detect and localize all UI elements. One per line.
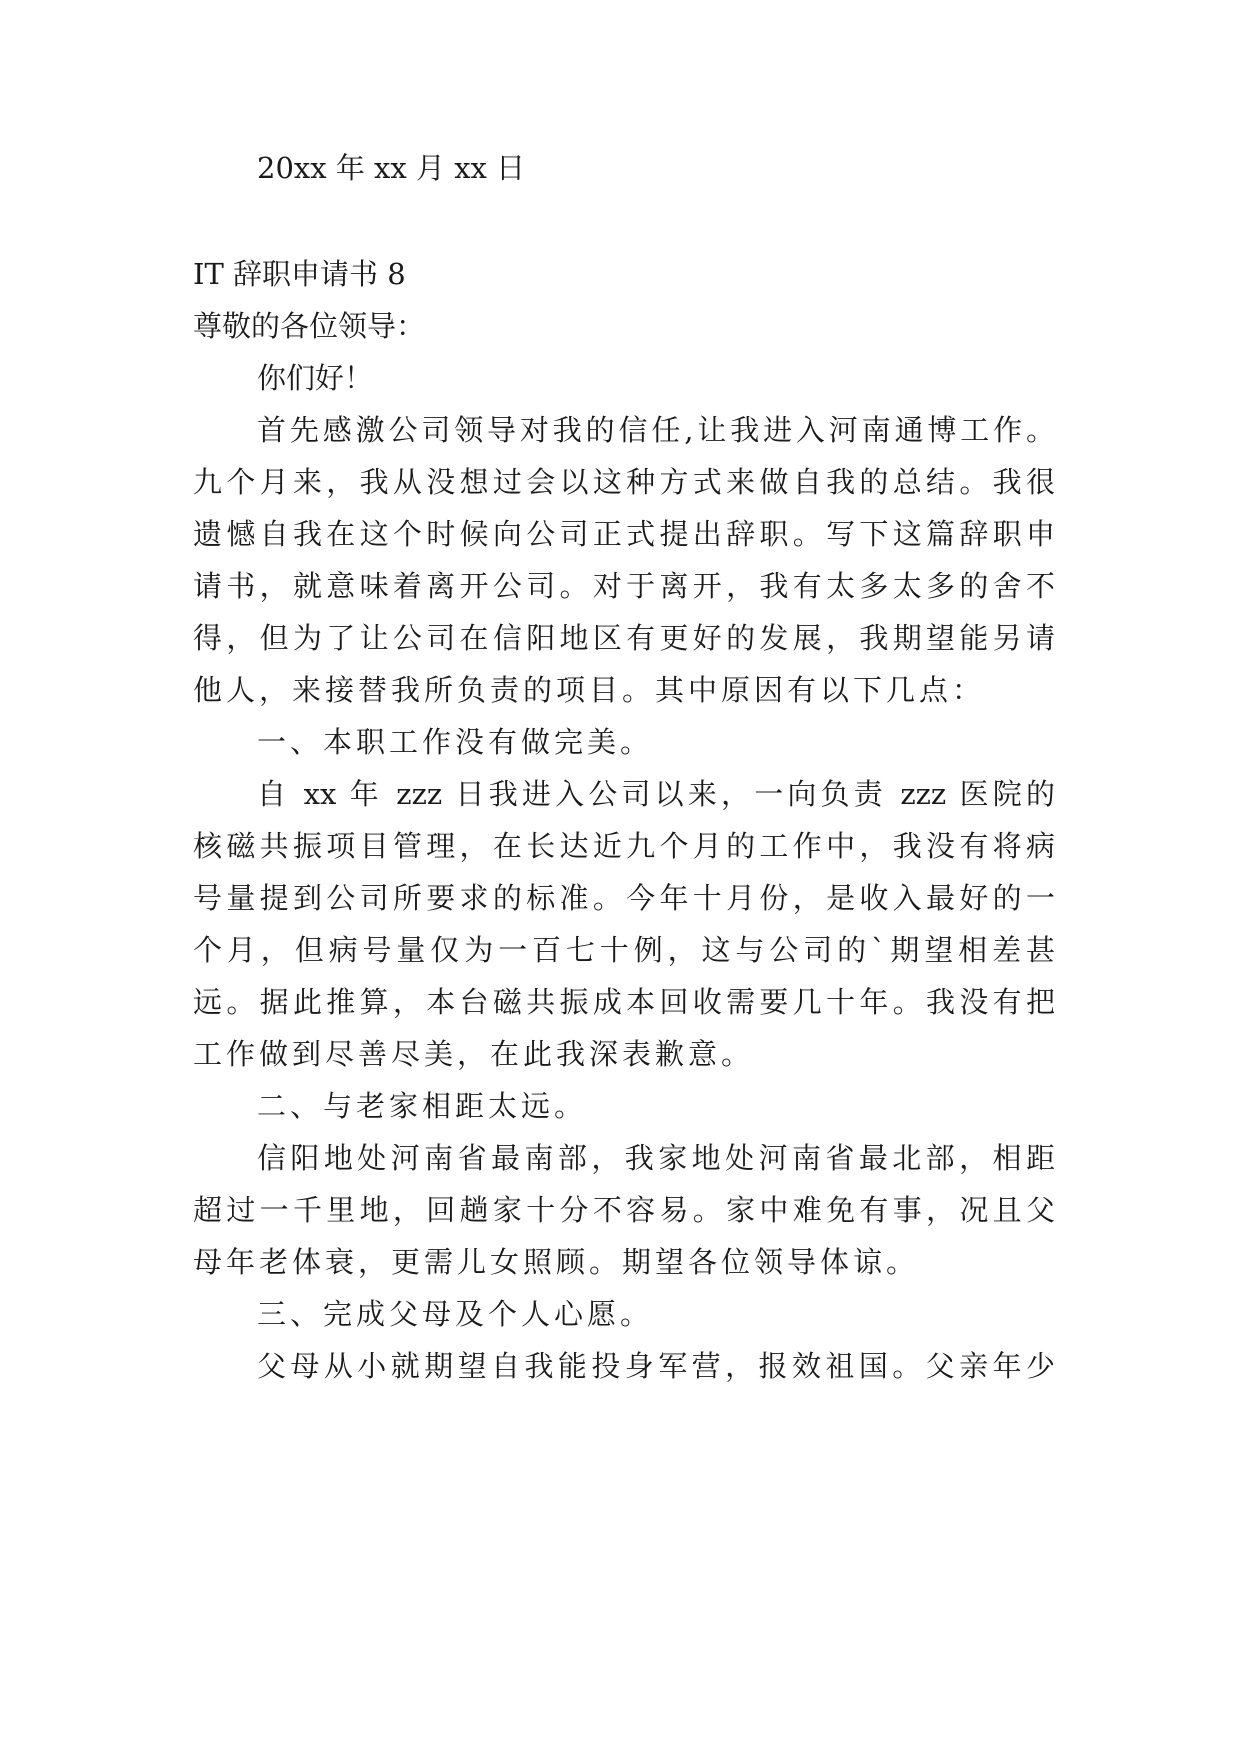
greeting: 你们好！ <box>257 361 374 395</box>
body-line: 号量提到公司所要求的标准。今年十月份，是收入最好的一 <box>193 881 1055 915</box>
body-line: 超过一千里地，回趟家十分不容易。家中难免有事，况且父 <box>193 1193 1055 1227</box>
date-line: 20xx 年 xx 月 xx 日 <box>257 151 526 185</box>
body-line: 遗憾自我在这个时候向公司正式提出辞职。写下这篇辞职申 <box>193 517 1055 551</box>
body-line: 他人，来接替我所负责的项目。其中原因有以下几点： <box>193 673 986 707</box>
document-title: IT 辞职申请书 8 <box>193 257 406 291</box>
body-line: 父母从小就期望自我能投身军营，报效祖国。父亲年少 <box>257 1349 1055 1383</box>
body-line: 首先感激公司领导对我的信任,让我进入河南通博工作。 <box>257 413 1055 447</box>
body-line: 工作做到尽善尽美，在此我深表歉意。 <box>193 1037 755 1071</box>
body-line: 请书，就意味着离开公司。对于离开，我有太多太多的舍不 <box>193 569 1055 603</box>
section-heading: 三、完成父母及个人心愿。 <box>257 1297 654 1331</box>
body-line: 远。据此推算，本台磁共振成本回收需要几十年。我没有把 <box>193 985 1055 1019</box>
body-line: 母年老体衰，更需儿女照顾。期望各位领导体谅。 <box>193 1245 920 1279</box>
salutation: 尊敬的各位领导： <box>193 309 426 343</box>
body-line: 信阳地处河南省最南部，我家地处河南省最北部，相距 <box>257 1141 1055 1175</box>
body-line: 得，但为了让公司在信阳地区有更好的发展，我期望能另请 <box>193 621 1055 655</box>
body-line: 九个月来，我从没想过会以这种方式来做自我的总结。我很 <box>193 465 1055 499</box>
body-line: 个月，但病号量仅为一百七十例，这与公司的`期望相差甚 <box>193 933 1055 967</box>
body-line: 自 xx 年 zzz 日我进入公司以来，一向负责 zzz 医院的 <box>257 777 1055 811</box>
body-line: 核磁共振项目管理，在长达近九个月的工作中，我没有将病 <box>193 829 1055 863</box>
section-heading: 一、本职工作没有做完美。 <box>257 725 654 759</box>
section-heading: 二、与老家相距太远。 <box>257 1089 588 1123</box>
